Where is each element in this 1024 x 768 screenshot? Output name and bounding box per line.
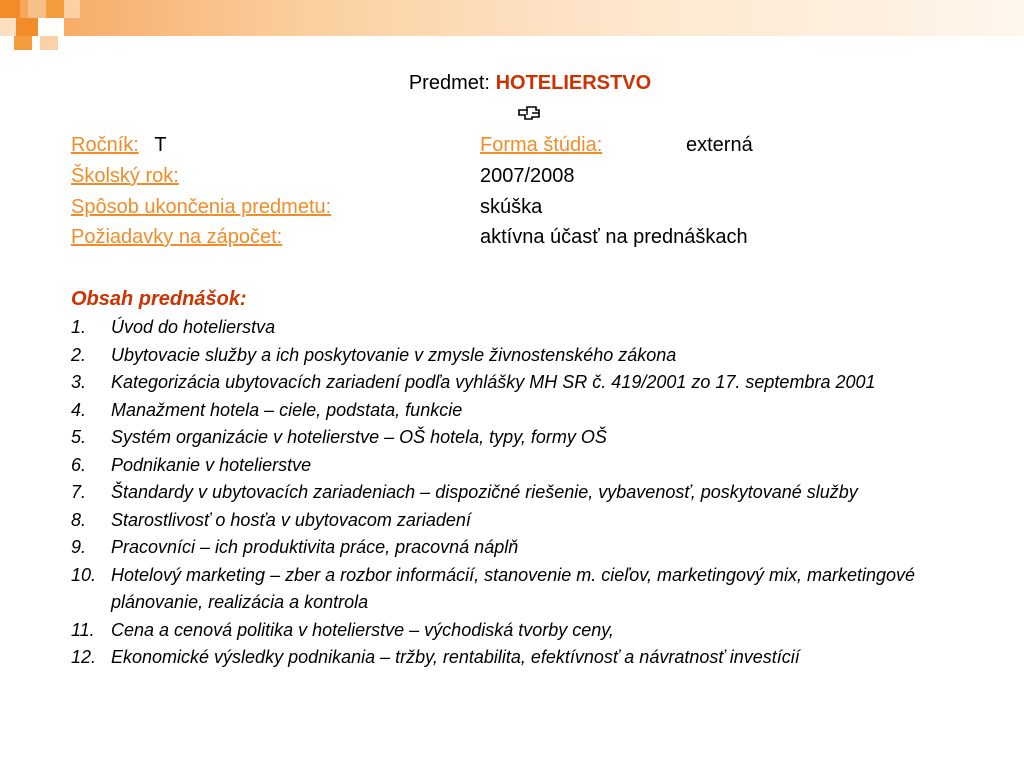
sposob-label[interactable]: Spôsob ukončenia predmetu: xyxy=(71,196,332,218)
decor-square xyxy=(38,18,64,36)
list-item-text: Manažment hotela – ciele, podstata, funkcie xyxy=(111,399,463,420)
list-item-number: 9. xyxy=(71,537,87,557)
poziadavky-label[interactable]: Požiadavky na zápočet: xyxy=(71,226,283,248)
list-item-text: Podnikanie v hotelierstve xyxy=(111,454,312,475)
list-item-number: 8. xyxy=(71,509,87,530)
list-item-number: 1. xyxy=(71,317,87,337)
list-item xyxy=(71,617,1001,645)
header-gradient-bar xyxy=(0,0,1024,36)
list-item xyxy=(71,397,1001,425)
decor-square xyxy=(64,0,80,18)
list-item-text: Cena a cenová politika v hotelierstve – východiská tvorby ceny, xyxy=(111,619,614,640)
skolsky-rok-label[interactable]: Školský rok: xyxy=(71,165,179,187)
decor-square xyxy=(46,0,64,18)
lecture-list xyxy=(71,314,1001,672)
list-item xyxy=(71,507,1001,535)
info-row-skolsky-rok xyxy=(71,163,179,189)
list-item xyxy=(71,644,1001,672)
list-item xyxy=(71,479,1001,507)
list-item-text: Úvod do hotelierstva xyxy=(111,317,276,337)
decor-square xyxy=(16,18,38,36)
info-row-sposob xyxy=(71,194,331,220)
rocnik-value: T xyxy=(154,134,167,156)
decor-square xyxy=(28,0,46,18)
sposob-value: skúška xyxy=(480,196,543,218)
info-row-forma xyxy=(480,132,602,158)
list-item-text: Kategorizácia ubytovacích zariadení podľa vyhlášky MH SR č. 419/2001 zo 17. septembra 2001 xyxy=(111,372,876,392)
list-item xyxy=(71,314,1001,342)
title-subject: HOTELIERSTVO xyxy=(495,72,652,94)
list-item-number: 2. xyxy=(71,344,87,365)
list-item-text: Hotelový marketing – zber a rozbor informácií, stanovenie m. cieľov, marketingový mix, marketingové plánovanie, realizácia a kontrola xyxy=(111,564,916,612)
list-item-number: 10. xyxy=(71,564,97,585)
list-item-number: 6. xyxy=(71,454,87,475)
info-row-rocnik xyxy=(71,132,167,158)
list-item xyxy=(71,342,1001,370)
list-item-text: Ekonomické výsledky podnikania – tržby, rentabilita, efektívnosť a návratnosť investícií xyxy=(111,647,800,667)
list-item xyxy=(71,424,1001,452)
list-item xyxy=(71,452,1001,480)
list-item-number: 11. xyxy=(71,619,95,640)
forma-value: externá xyxy=(686,134,753,156)
rocnik-label[interactable]: Ročník: xyxy=(71,134,139,156)
info-row-poziadavky xyxy=(71,224,282,250)
decor-square xyxy=(40,36,58,50)
list-item-text: Štandardy v ubytovacích zariadeniach – dispozičné riešenie, vybavenosť, poskytované služby xyxy=(111,482,858,502)
list-item-number: 7. xyxy=(71,482,87,502)
decor-square xyxy=(0,0,20,18)
poziadavky-value: aktívna účasť na prednáškach xyxy=(480,226,748,248)
list-item xyxy=(71,534,1001,562)
list-item xyxy=(71,562,1001,617)
list-item-text: Starostlivosť o hosťa v ubytovacom zariadení xyxy=(111,509,471,530)
lectures-heading: Obsah prednášok: xyxy=(71,288,247,310)
list-item-text: Systém organizácie v hotelierstve – OŠ hotela, typy, formy OŠ xyxy=(111,427,607,447)
list-item xyxy=(71,369,1001,397)
list-item-number: 12. xyxy=(71,647,97,667)
pointing-hand-icon xyxy=(518,103,540,123)
title-prefix: Predmet: xyxy=(408,72,490,94)
list-item-text: Pracovníci – ich produktivita práce, pracovná náplň xyxy=(111,537,519,557)
decor-square xyxy=(0,18,16,36)
page-title xyxy=(0,70,1024,96)
list-item-number: 5. xyxy=(71,427,87,447)
skolsky-rok-value: 2007/2008 xyxy=(480,165,575,187)
list-item-text: Ubytovacie služby a ich poskytovanie v zmysle živnostenského zákona xyxy=(111,344,677,365)
list-item-number: 4. xyxy=(71,399,87,420)
list-item-number: 3. xyxy=(71,372,87,392)
decor-square xyxy=(14,36,32,50)
forma-label[interactable]: Forma štúdia: xyxy=(480,134,603,156)
